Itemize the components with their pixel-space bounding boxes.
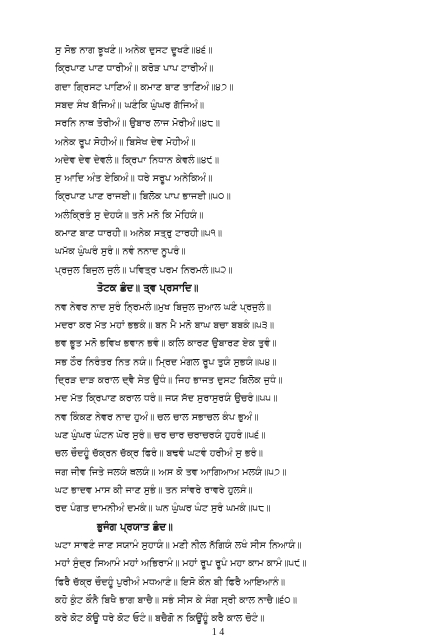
- verse-line: ਚਲ ਚੌਦਹੂੰ ਚੱਕ੍ਰਨ ਚੱਕ੍ਰ ਫਿਰੰ॥ ਬਢਵੰ ਘਟਵੰ ਹਰੀਅੰ ਸੁ ਭਰੰ॥: [55, 448, 263, 459]
- verse-line: ਘਟਾ ਸਾਵਣੰ ਜਾਣ ਸਯਾਮੰ ਸੁਹਾਯੰ॥ ਮਣੀ ਨੀਲ ਨੱਗਿਯੰ ਲਖੰ ਸੀਸ ਨਿਆਯੰ॥: [55, 540, 302, 551]
- verse-line: ਪ੍ਰਜੁਲ ਬਿਜੁਲ ਜੁਲੰ॥ ਪਵਿਤ੍ਰ ਪਰਮ ਨਿਰਮਲੰ॥੫੨॥: [55, 265, 233, 276]
- verse-line: ਮਹਾਂ ਸੁੰਦ੍ਰ ਸਿਆਮੰ ਮਹਾਂ ਅਭਿਰਾਮੰ॥ ਮਹਾਂ ਰੂਪ ਰੂਪੰ ਮਹਾ ਕਾਮ ਕਾਮੰ॥੫੯॥: [55, 558, 307, 569]
- verse-line: ਨਵ ਕਿੰਕਣ ਨੇਵਰ ਨਾਦ ਹੁਅੰ॥ ਚਲ ਚਾਲ ਸਭਾਚਲ ਕੰਪ ਭੁਅੰ॥: [55, 412, 259, 423]
- verse-line: ਫਿਰੈ ਚੱਕ੍ਰ ਚੌਦਹੂੰ ਪੁਰੀਅੰ ਮਧਆਣੰ॥ ਇਸੋ ਕੌਨ ਬੀ ਫਿਰੈ ਆਇਆਨੰ॥: [55, 577, 286, 588]
- verse-line: ਰਦ ਪੰਗਤ ਦਾਮਨੀਅੰ ਦਮਕੰ॥ ਘਨ ਘੁੰਘਰ ਘੰਟ ਸੁਰੰ ਘਮਕੰ॥੫੮॥: [55, 503, 271, 514]
- verse-line: ਸੁ ਸੋਭ ਨਾਗ ਝੂਖਣੰ॥ ਅਨੇਕ ਦੁਸਟ ਦੂਖਣੰ॥੪੬॥: [55, 45, 213, 56]
- verse-line: ਸਰਨਿ ਨਾਥ ਤੋਰੀਅੰ॥ ਉਬਾਰ ਲਾਜ ਮੋਰੀਅੰ॥੪੮॥: [55, 118, 220, 129]
- verse-line: ਕ੍ਰਿਪਾਣ ਪਾਣ ਰਾਜਈ॥ ਬਿਲੋਕ ਪਾਪ ਭਾਜਈ॥੫੦॥: [55, 191, 231, 202]
- page-number: 1 4: [211, 627, 225, 638]
- verse-line: ਦ੍ਰਿੜ ਦਾੜ ਕਰਾਲ ਦ੍ਵੈ ਸੇਤ ਉਧੰ॥ ਜਿਹ ਭਾਜਤ ਦੁਸਟ ਬਿਲੋਕ ਜੁਧੰ॥: [55, 375, 283, 386]
- verse-line: ਘਟ ਭਾਦਵ ਮਾਸ ਕੀ ਜਾਣ ਸੁਭੰ॥ ਤਨ ਸਾਂਵਰੇ ਰਾਵਰੇ ਹੁਲਸੰ॥: [55, 485, 253, 496]
- verse-line: ਨਵ ਨੇਵਰ ਨਾਦ ਸੁਰੰ ਨ੍ਰਿਮਲੰ॥ਮੁਖ ਬਿਜੁਲ ਜੁਆਲ ਘਣੰ ਪ੍ਰਜੁਲੰ॥: [55, 302, 272, 313]
- verse-line: ਕਮਾਣ ਬਾਣ ਧਾਰਹੀ॥ ਅਨੇਕ ਸਤ੍ਰੁ ਟਾਰਹੀ॥੫੧॥: [55, 228, 223, 239]
- verse-line: ਸਭ ਠੌਰ ਨਿਰੰਤਰ ਨਿਤ ਨਯੰ॥ ਮ੍ਰਿਦ ਮੰਗਲ ਰੂਪ ਤੁਯੰ ਸੁਭਯੰ॥੫੪॥: [55, 357, 277, 368]
- verse-line: ਸਬਦ ਸੰਖ ਬੱਜਿਅੰ॥ ਘਣੰਕਿ ਘੁੰਘਰ ਗੱਜਿਅੰ॥: [55, 100, 205, 111]
- verse-line: ਮਦਰਾ ਕਰ ਮੱਤ ਮਹਾਂ ਭਭਕੰ॥ ਬਨ ਮੈ ਮਨੋ ਬਾਘ ਬਚਾ ਬਬਕੰ॥੫੩॥: [55, 320, 275, 331]
- verse-line: ਮਦ ਮੱਤ ਕ੍ਰਿਪਾਣ ਕਰਾਲ ਧਰੰ॥ ਜਯ ਸੱਦ ਸੁਰਾਸੁਰਯੰ ਉਚਰੰ॥੫੫॥: [55, 393, 278, 404]
- verse-line: ਭਵ ਭੂਤ ਮਨੋ ਭਵਿਖ ਭਵਾਨ ਭਵੰ॥ ਕਲਿ ਕਾਰਣ ਉਬਾਰਣ ਏਕ ਤੁਵੰ॥: [55, 338, 277, 349]
- verse-line: ਸੁ ਆਦਿ ਅੰਤ ਏਕਿਅੰ॥ ਧਰੇ ਸਰੂਪ ਅਨੇਕਿਅੰ॥: [55, 173, 213, 184]
- section-heading: ਭੁਜੰਗ ਪ੍ਰਯਾਤ ਛੰਦ॥: [97, 522, 173, 533]
- verse-line: ਅਨੇਕ ਰੂਪ ਸੋਹੀਅੰ॥ ਬਿਸੇਖ ਦੇਵ ਮੋਹੀਅੰ॥: [55, 137, 196, 148]
- verse-line: ਜਗ ਜੀਵ ਜਿਤੇ ਜਲਯੰ ਥਲਯੰ॥ ਅਸ ਕੋ ਤਵ ਆਗਿਆਅ ਮਲਯੰ॥੫੭॥: [55, 467, 287, 478]
- verse-line: ਅਲੰਕ੍ਰਿਤੰ ਸੁ ਦੇਹਯੰ॥ ਤਨੋ ਮਨੋ ਕਿ ਮੋਹਿਯੰ॥: [55, 210, 204, 221]
- verse-line: ਅਦੇਵ ਦੇਵ ਦੇਵਲੰ॥ ਕ੍ਰਿਪਾ ਨਿਧਾਨ ਕੇਵਲੰ॥੪੯॥: [55, 155, 220, 166]
- verse-line: ਕਹੋ ਕੁੰਟ ਕੌਨੈ ਬਿਖੈ ਭਾਗ ਬਾਚੈ॥ ਸਭੰ ਸੀਸ ਕੇ ਸੰਗ ਸ੍ਰੀ ਕਾਲ ਨਾਚੈ॥੬੦॥: [55, 595, 298, 606]
- verse-line: ਘਣ ਘੁੰਘਰ ਘੰਟਨ ਘੋਰ ਸੁਰੰ॥ ਚਰ ਚਾਰ ਚਰਾਚਰਯੰ ਹੁਹਰੰ॥੫੬॥: [55, 430, 266, 441]
- verse-line: ਕ੍ਰਿਪਾਣ ਪਾਣ ਧਾਰੀਅੰ॥ ਕਰੋੜ ਪਾਪ ਟਾਰੀਅੰ॥: [55, 63, 214, 74]
- section-heading: ਤੋਟਕ ਛੰਦ॥ ਤ੍ਵ ਪ੍ਰਸਾਦਿ॥: [97, 283, 199, 294]
- verse-line: ਗਦਾ ਗ੍ਰਿਸਟ ਪਾਣਿਅੰ॥ ਕਮਾਣ ਬਾਣ ਤਾਣਿਅੰ॥੪੭॥: [55, 82, 234, 93]
- verse-line: ਕਰੇ ਕੋਟ ਕੋਊ ਧਰੇ ਕੋਟ ਓਟੰ॥ ਬਚੈਗੋ ਨ ਕਿਊਂਹੂੰ ਕਰੈ ਕਾਲ ਚੋਟੰ॥: [55, 613, 265, 624]
- verse-line: ਘਮੱਕ ਘੁੰਘਰੰ ਸੁਰੰ॥ ਨਵੰ ਨਨਾਦ ਨੂਪਰੰ॥: [55, 246, 186, 257]
